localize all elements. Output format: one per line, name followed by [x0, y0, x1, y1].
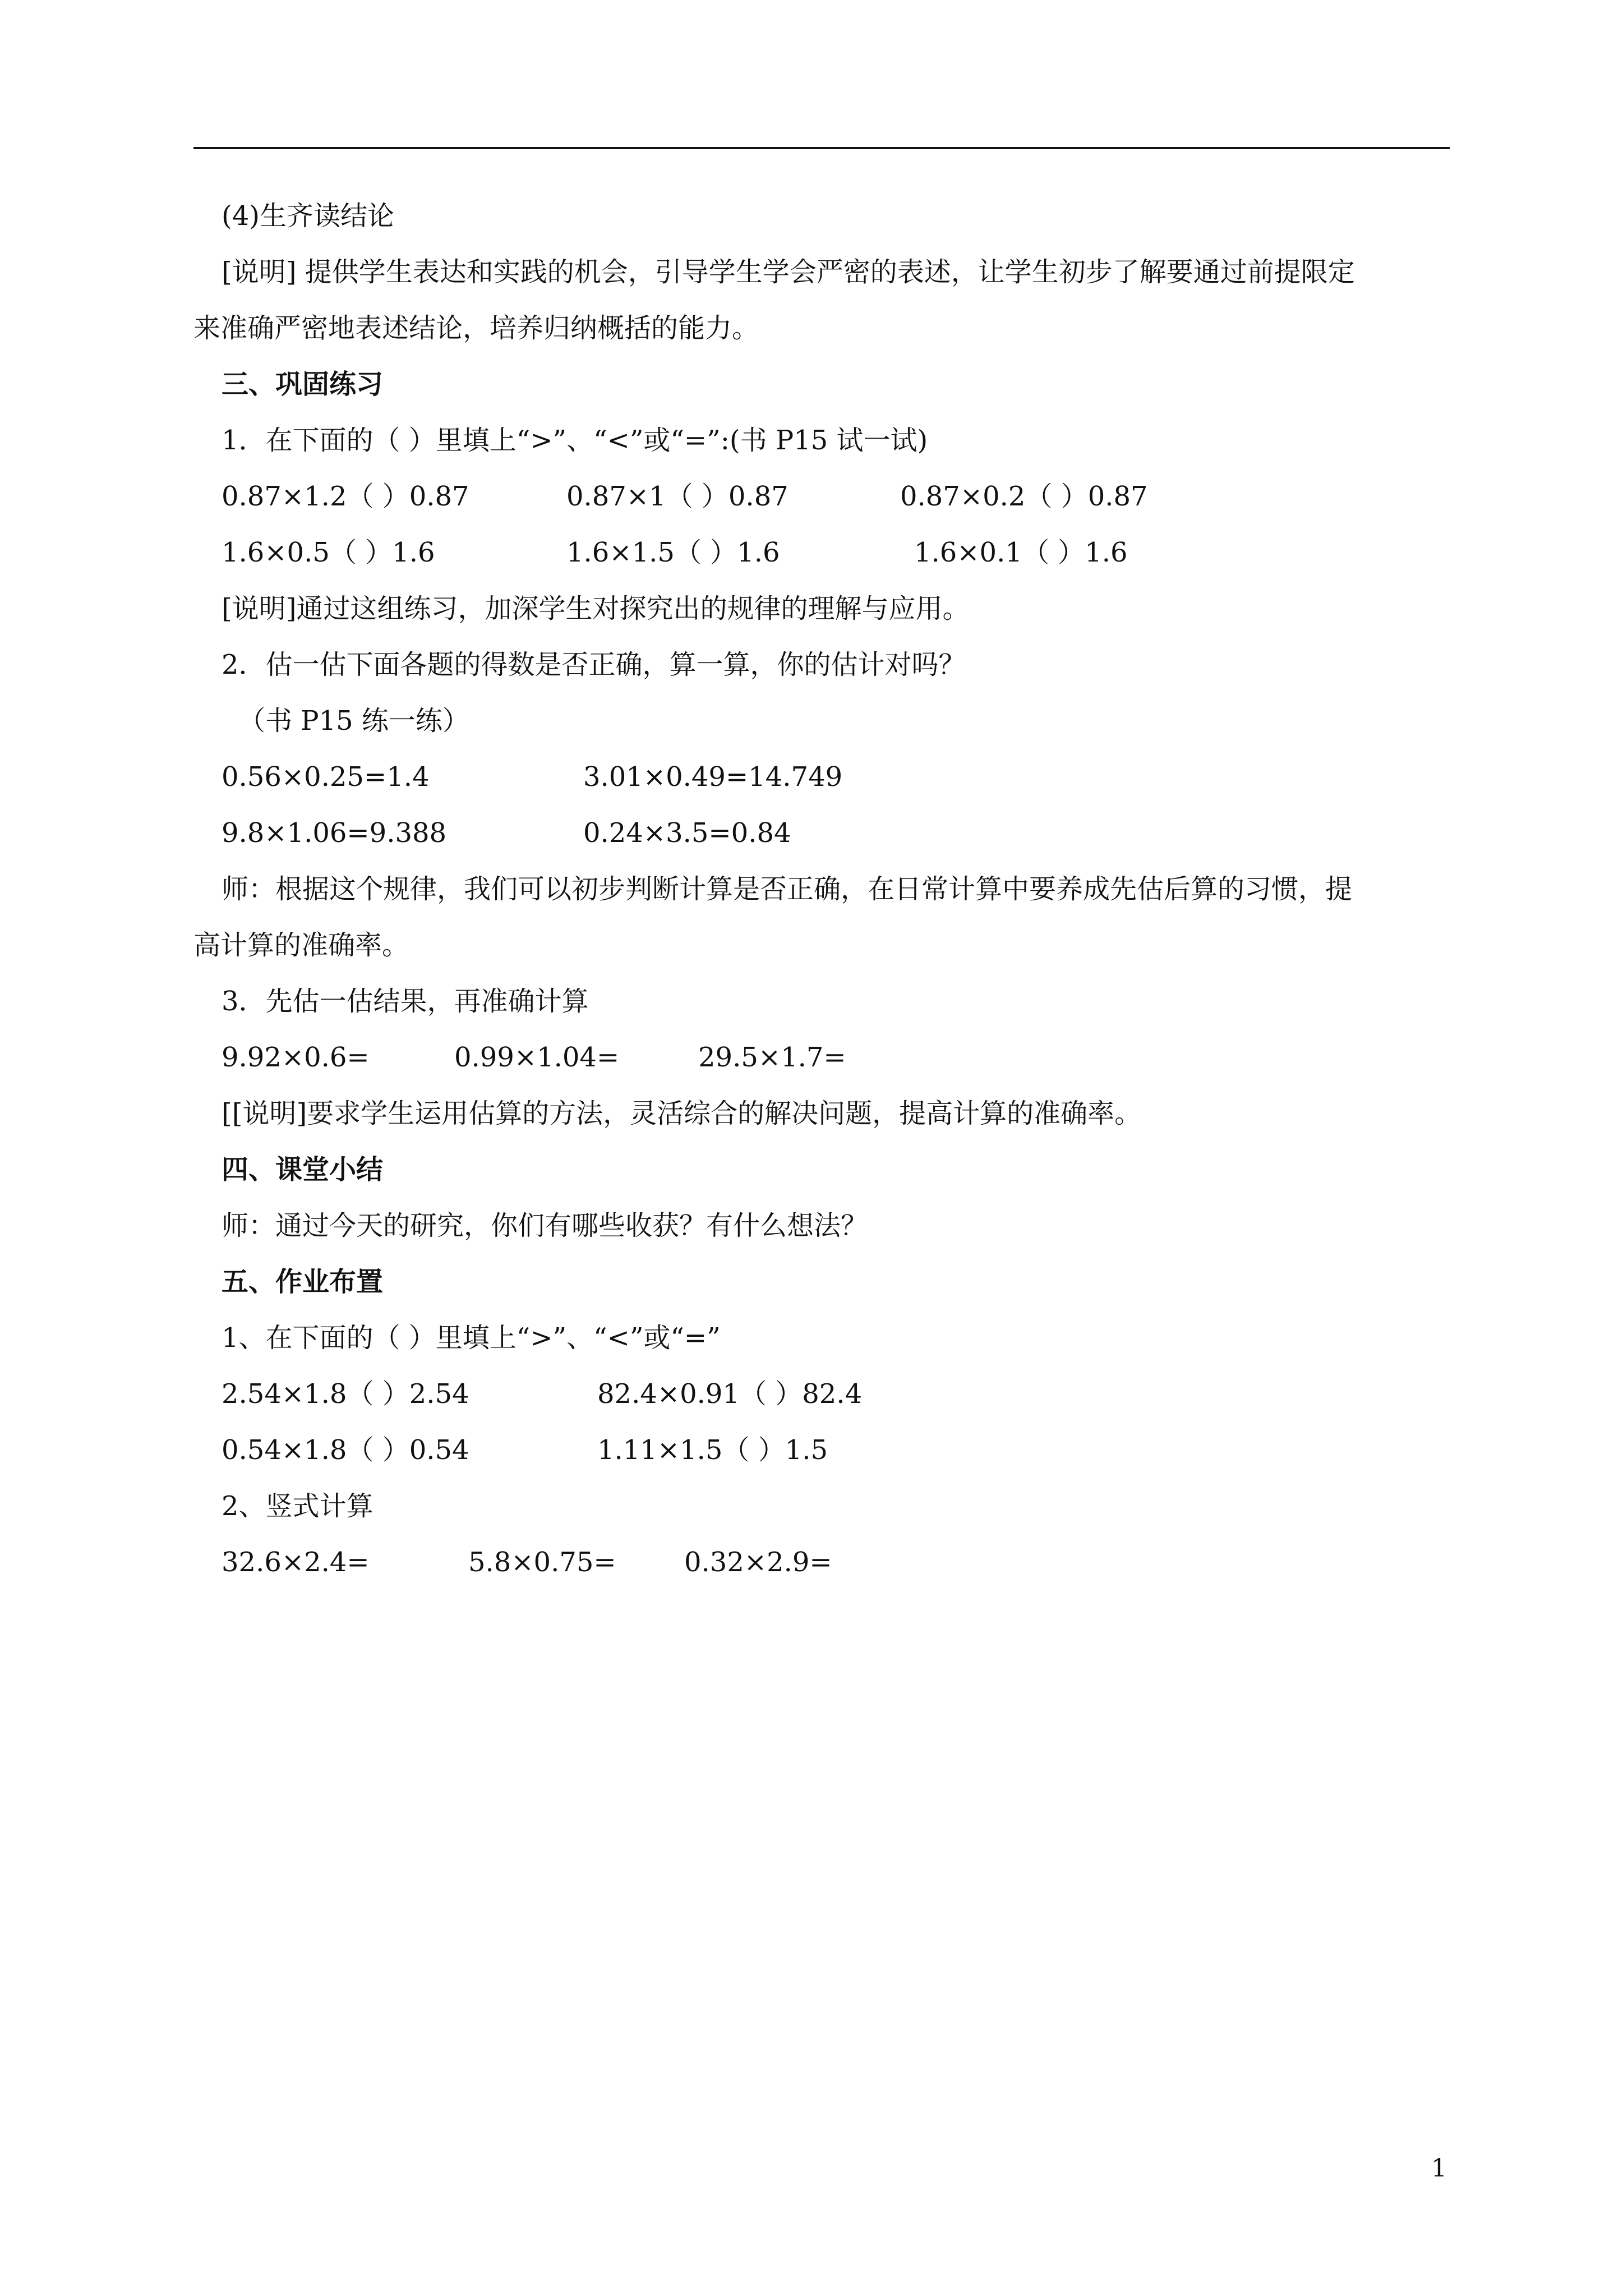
homework-1-item: 0.54×1.8（ ）0.54: [222, 1434, 469, 1466]
exercise-3-item: 9.92×0.6=: [222, 1042, 370, 1073]
exercise-1-item: 0.87×1（ ）0.87: [566, 481, 789, 512]
homework-2-prompt: 2、竖式计算: [222, 1490, 374, 1522]
exercise-2-item: 0.56×0.25=1.4: [222, 761, 430, 793]
exercise-1-item: 1.6×0.5（ ）1.6: [222, 537, 435, 568]
exercise-1-item: 1.6×1.5（ ）1.6: [566, 537, 780, 568]
exercise-2-source: （书 P15 练一练）: [238, 705, 469, 737]
exercise-2-item: 3.01×0.49=14.749: [583, 761, 843, 793]
note-paragraph-line-2: 来准确严密地表述结论，培养归纳概括的能力。: [193, 312, 759, 344]
page-number: 1: [1431, 2154, 1447, 2183]
exercise-2-item: 0.24×3.5=0.84: [583, 817, 791, 849]
exercise-3-item: 0.99×1.04=: [454, 1042, 620, 1073]
header-rule: [193, 147, 1450, 149]
teacher-remark-line-2: 高计算的准确率。: [193, 930, 409, 961]
note-paragraph-line-1: [说明] 提供学生表达和实践的机会，引导学生学会严密的表述，让学生初步了解要通过前提限定: [222, 256, 1355, 288]
teacher-remark-line-1: 师：根据这个规律，我们可以初步判断计算是否正确，在日常计算中要养成先估后算的习惯，提: [222, 873, 1353, 905]
teacher-summary-question: 师：通过今天的研究，你们有哪些收获？有什么想法？: [222, 1210, 868, 1241]
section-heading-summary: 四、课堂小结: [222, 1154, 384, 1185]
exercise-1-item: 0.87×0.2（ ）0.87: [900, 481, 1148, 512]
note-exercise-3: [[说明]要求学生运用估算的方法，灵活综合的解决问题，提高计算的准确率。: [222, 1098, 1142, 1129]
homework-1-item: 82.4×0.91（ ）82.4: [597, 1378, 863, 1410]
homework-1-prompt: 1、在下面的（ ）里填上“>”、“<”或“=”: [222, 1322, 721, 1354]
conclusion-reading-line: (4)生齐读结论: [222, 200, 394, 232]
homework-2-item: 5.8×0.75=: [468, 1547, 616, 1578]
homework-1-item: 2.54×1.8（ ）2.54: [222, 1378, 469, 1410]
section-heading-practice: 三、巩固练习: [222, 369, 384, 400]
exercise-2-prompt: 2．估一估下面各题的得数是否正确，算一算，你的估计对吗？: [222, 649, 966, 680]
section-heading-homework: 五、作业布置: [222, 1266, 384, 1297]
note-exercise-1: [说明]通过这组练习，加深学生对探究出的规律的理解与应用。: [222, 593, 970, 624]
exercise-1-item: 1.6×0.1（ ）1.6: [914, 537, 1128, 568]
exercise-3-prompt: 3．先估一估结果，再准确计算: [222, 986, 589, 1017]
exercise-2-item: 9.8×1.06=9.388: [222, 817, 447, 849]
exercise-1-prompt: 1．在下面的（ ）里填上“>”、“<”或“=”:(书 P15 试一试): [222, 425, 928, 456]
homework-1-item: 1.11×1.5（ ）1.5: [597, 1434, 828, 1466]
homework-2-item: 32.6×2.4=: [222, 1547, 370, 1578]
exercise-1-item: 0.87×1.2（ ）0.87: [222, 481, 469, 512]
homework-2-item: 0.32×2.9=: [684, 1547, 832, 1578]
exercise-3-item: 29.5×1.7=: [698, 1042, 846, 1073]
